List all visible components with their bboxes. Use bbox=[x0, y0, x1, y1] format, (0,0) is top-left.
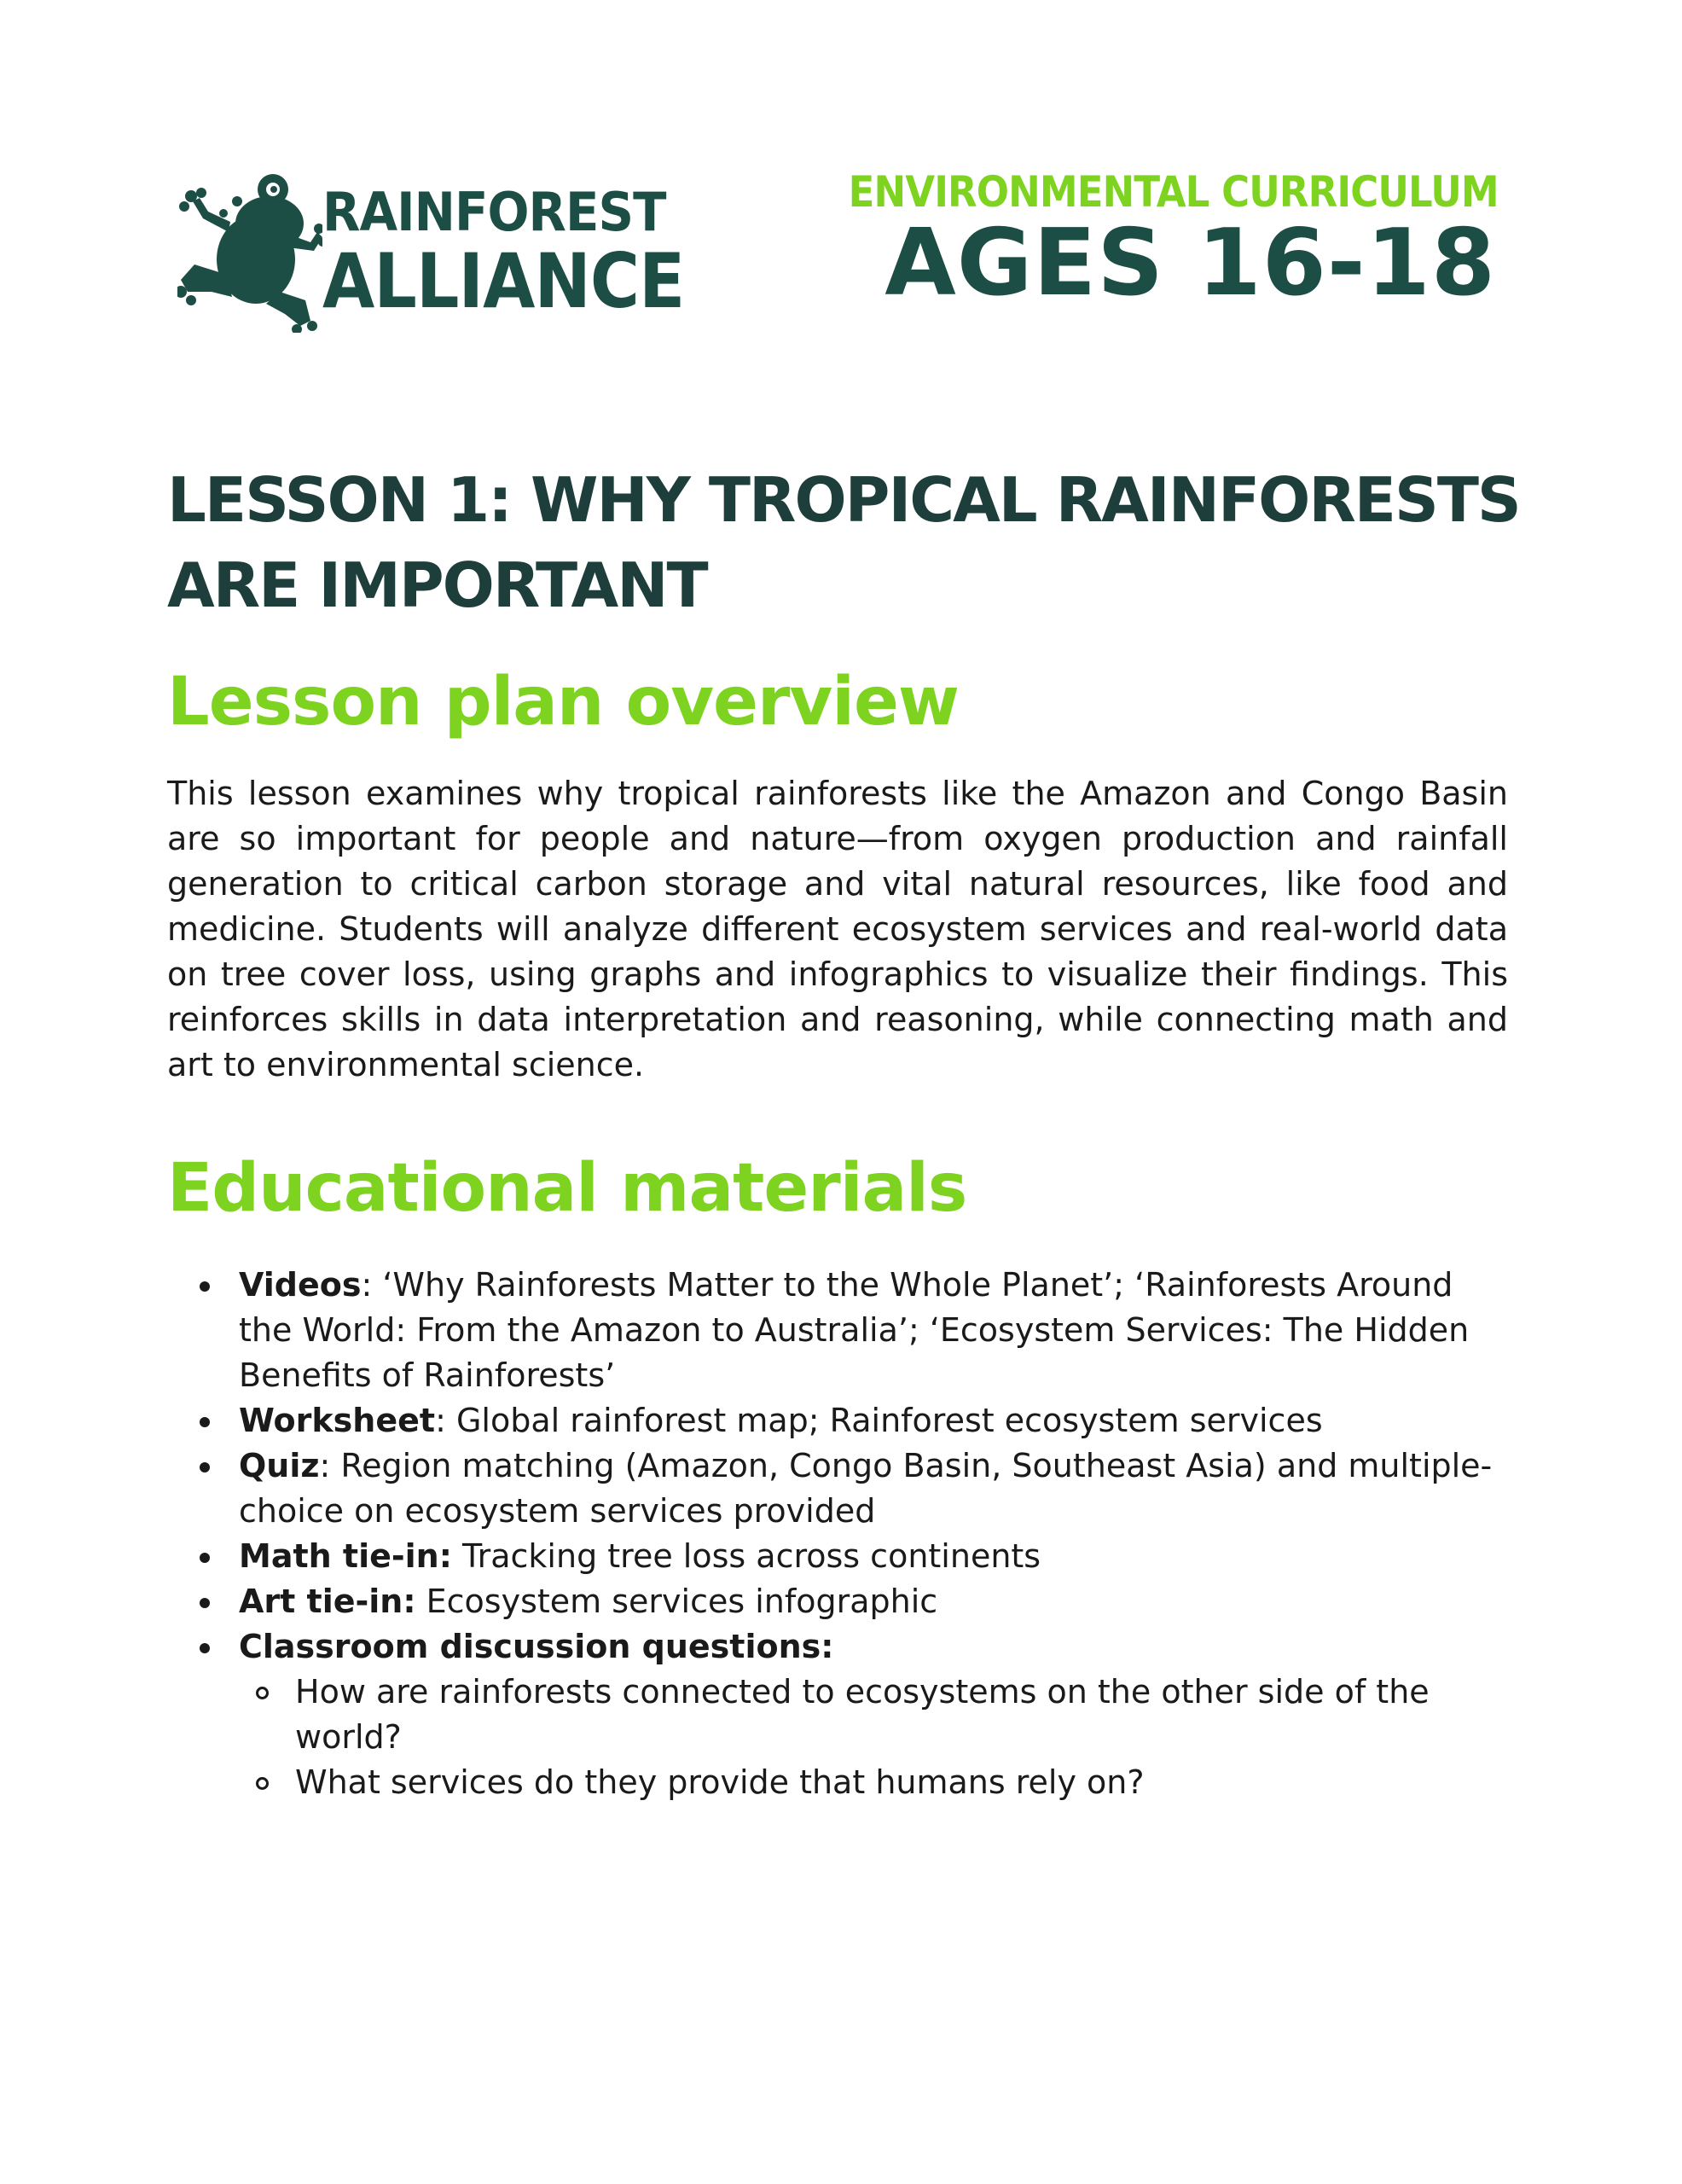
rainforest-alliance-logo bbox=[177, 164, 708, 333]
age-range-label: AGES 16-18 bbox=[884, 210, 1496, 317]
item-text: : ‘Why Rainforests Matter to the Whole Planet’; ‘Rainforests Around the World: From the Amazon to Australia’; ‘Ecosystem Services: The Hidden Benefits of Rainforests’ bbox=[239, 1266, 1470, 1394]
materials-list bbox=[198, 1263, 1494, 1805]
list-item bbox=[198, 1624, 1494, 1805]
logo-text-alliance: ALLIANCE bbox=[322, 237, 685, 325]
discussion-question: How are rainforests connected to ecosystems on the other side of the world? bbox=[239, 1670, 1494, 1760]
overview-heading: Lesson plan overview bbox=[167, 664, 959, 741]
list-item bbox=[198, 1398, 1494, 1443]
list-item bbox=[198, 1579, 1494, 1624]
lesson-title: LESSON 1: WHY TROPICAL RAINFORESTS ARE IMPORTANT bbox=[167, 464, 1520, 621]
discussion-question: What services do they provide that humans rely on? bbox=[239, 1760, 1494, 1805]
item-label-art: Art tie-in: bbox=[239, 1583, 416, 1620]
item-label-math: Math tie-in: bbox=[239, 1537, 452, 1575]
item-label-quiz: Quiz bbox=[239, 1447, 320, 1484]
item-text: Tracking tree loss across continents bbox=[451, 1537, 1041, 1575]
logo-text-rainforest: RAINFOREST bbox=[322, 181, 666, 243]
list-item bbox=[198, 1263, 1494, 1398]
curriculum-label: ENVIRONMENTAL CURRICULUM bbox=[848, 167, 1499, 217]
item-text: : Region matching (Amazon, Congo Basin, Southeast Asia) and multiple-choice on ecosystem services provided bbox=[239, 1447, 1493, 1530]
list-item bbox=[198, 1534, 1494, 1579]
discussion-questions-list bbox=[239, 1670, 1494, 1805]
item-label-worksheet: Worksheet bbox=[239, 1402, 436, 1439]
overview-paragraph: This lesson examines why tropical rainforests like the Amazon and Congo Basin are so important for people and nature—from oxygen production and rainfall generation to critical carbon storage and vital natural resources, like food and medicine. Students will analyze different ecosystem services and real-world data on tree cover loss, using graphs and infographics to visualize their findings. This reinforces skills in data interpretation and reasoning, while connecting math and art to environmental science. bbox=[167, 775, 1508, 1083]
item-text: : Global rainforest map; Rainforest ecosystem services bbox=[435, 1402, 1323, 1439]
item-label-videos: Videos bbox=[239, 1266, 362, 1304]
list-item bbox=[198, 1443, 1494, 1534]
frog-icon bbox=[177, 164, 322, 333]
materials-heading: Educational materials bbox=[167, 1150, 967, 1227]
item-label-discussion: Classroom discussion questions: bbox=[239, 1628, 834, 1665]
item-text: Ecosystem services infographic bbox=[415, 1583, 938, 1620]
